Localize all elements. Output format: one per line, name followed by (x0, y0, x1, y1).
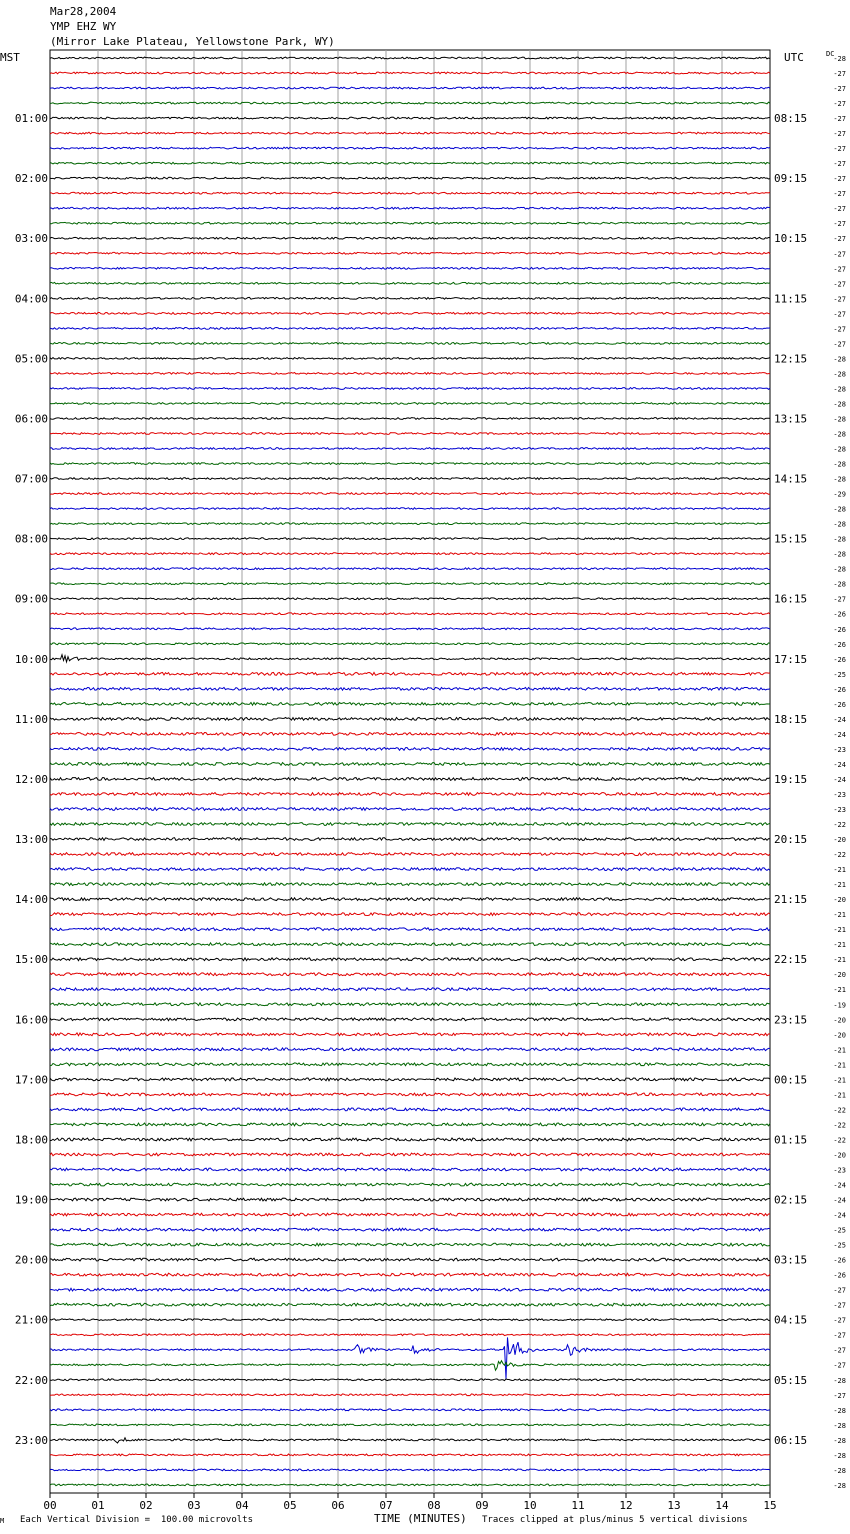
trace-row-87 (50, 1361, 770, 1371)
utc-hour-label: 02:15 (774, 1193, 808, 1207)
utc-hour-label: 05:15 (774, 1373, 808, 1387)
mst-hour-label: 01:00 (14, 112, 48, 126)
trace-row-31 (50, 523, 770, 525)
utc-hour-label: 15:15 (774, 532, 808, 546)
trace-row-56 (50, 898, 770, 901)
utc-hour-label: 06:15 (774, 1433, 808, 1447)
trace-row-57 (50, 913, 770, 916)
dc-offset-label: -21 (833, 1076, 846, 1085)
utc-hour-label: 03:15 (774, 1253, 808, 1267)
utc-hour-label: 16:15 (774, 592, 808, 606)
dc-offset-label: -28 (833, 475, 846, 484)
x-tick-label: 02 (139, 1499, 153, 1512)
mst-hour-label: 06:00 (14, 412, 48, 426)
dc-offset-label: -25 (833, 1226, 846, 1235)
utc-hour-label: 00:15 (774, 1073, 808, 1087)
dc-offset-label: -26 (833, 1256, 846, 1265)
trace-row-2 (50, 87, 770, 89)
trace-row-54 (50, 868, 770, 871)
trace-row-30 (50, 508, 770, 510)
trace-row-15 (50, 282, 770, 284)
trace-row-20 (50, 358, 770, 360)
trace-row-13 (50, 252, 770, 254)
trace-row-82 (50, 1288, 770, 1291)
trace-row-12 (50, 237, 770, 239)
dc-offset-label: -27 (833, 1361, 846, 1370)
dc-offset-label: -28 (833, 415, 846, 424)
mst-hour-label: 10:00 (14, 652, 48, 666)
dc-offset-label: -25 (833, 1241, 846, 1250)
utc-hour-label: 18:15 (774, 712, 808, 726)
dc-offset-label: -20 (833, 1151, 846, 1160)
date-label: Mar28,2004 (50, 5, 117, 18)
dc-offset-label: -26 (833, 1271, 846, 1280)
dc-offset-label: -24 (833, 1196, 846, 1205)
x-tick-label: 08 (427, 1499, 441, 1512)
dc-offset-label: -27 (833, 235, 846, 244)
x-tick-label: 04 (235, 1499, 249, 1512)
trace-row-41 (50, 672, 770, 675)
x-tick-label: 15 (763, 1499, 777, 1512)
trace-row-55 (50, 883, 770, 886)
dc-offset-label: -27 (833, 1391, 846, 1400)
dc-offset-label: -25 (833, 670, 846, 679)
trace-row-78 (50, 1228, 770, 1231)
x-tick-label: 05 (283, 1499, 297, 1512)
dc-offset-label: -27 (833, 100, 846, 109)
dc-offset-label: -21 (833, 926, 846, 935)
trace-row-33 (50, 553, 770, 555)
dc-offset-label: -21 (833, 1061, 846, 1070)
trace-row-81 (50, 1273, 770, 1276)
dc-offset-label: -28 (833, 1421, 846, 1430)
dc-offset-label: -26 (833, 655, 846, 664)
trace-row-11 (50, 222, 770, 224)
trace-row-94 (50, 1469, 770, 1471)
dc-offset-label: -23 (833, 790, 846, 799)
mst-axis-title: MST (0, 51, 20, 64)
dc-offset-label: -28 (833, 1376, 846, 1385)
dc-offset-label: -27 (833, 85, 846, 94)
dc-offset-label: -27 (833, 115, 846, 124)
utc-hour-label: 01:15 (774, 1133, 808, 1147)
x-tick-label: 11 (571, 1499, 585, 1512)
trace-row-83 (50, 1303, 770, 1306)
dc-offset-label: -27 (833, 340, 846, 349)
trace-row-48 (50, 778, 770, 781)
dc-offset-label: -24 (833, 715, 846, 724)
trace-row-28 (50, 478, 770, 480)
utc-hour-label: 11:15 (774, 292, 808, 306)
dc-offset-label: -21 (833, 911, 846, 920)
dc-offset-label: -28 (833, 1481, 846, 1490)
trace-row-32 (50, 538, 770, 540)
x-tick-label: 03 (187, 1499, 201, 1512)
dc-offset-label: -27 (833, 175, 846, 184)
trace-row-90 (50, 1409, 770, 1411)
trace-row-37 (50, 613, 770, 615)
trace-row-25 (50, 433, 770, 435)
trace-row-16 (50, 297, 770, 299)
x-tick-label: 01 (91, 1499, 105, 1512)
trace-row-92 (50, 1438, 770, 1443)
mst-hour-label: 17:00 (14, 1073, 48, 1087)
trace-row-22 (50, 388, 770, 390)
dc-offset-label: -20 (833, 896, 846, 905)
dc-offset-label: -28 (833, 505, 846, 514)
dc-offset-label: -28 (833, 445, 846, 454)
trace-row-27 (50, 463, 770, 465)
trace-row-3 (50, 102, 770, 104)
dc-offset-label: -27 (833, 280, 846, 289)
trace-row-85 (50, 1334, 770, 1336)
trace-row-42 (50, 687, 770, 690)
mst-hour-label: 14:00 (14, 893, 48, 907)
dc-offset-label: -28 (833, 565, 846, 574)
dc-offset-label: -28 (833, 520, 846, 529)
trace-row-35 (50, 583, 770, 585)
trace-row-18 (50, 327, 770, 329)
dc-offset-label: -28 (833, 400, 846, 409)
utc-hour-label: 23:15 (774, 1013, 808, 1027)
trace-row-51 (50, 823, 770, 826)
utc-hour-label: 04:15 (774, 1313, 808, 1327)
trace-row-86 (50, 1337, 770, 1379)
dc-offset-label: -24 (833, 730, 846, 739)
station-label: YMP EHZ WY (50, 20, 117, 33)
trace-row-47 (50, 763, 770, 766)
trace-row-26 (50, 448, 770, 450)
mst-hour-label: 20:00 (14, 1253, 48, 1267)
dc-offset-label: -20 (833, 1016, 846, 1025)
trace-row-7 (50, 162, 770, 164)
mst-hour-label: 02:00 (14, 172, 48, 186)
utc-hour-label: 17:15 (774, 652, 808, 666)
utc-hour-label: 10:15 (774, 232, 808, 246)
mst-hour-label: 13:00 (14, 833, 48, 847)
dc-offset-label: -27 (833, 310, 846, 319)
mst-hour-label: 03:00 (14, 232, 48, 246)
location-label: (Mirror Lake Plateau, Yellowstone Park, WY) (50, 35, 335, 48)
dc-offset-label: -26 (833, 640, 846, 649)
dc-offset-label: -27 (833, 220, 846, 229)
dc-offset-label: -22 (833, 1106, 846, 1115)
dc-offset-label: -21 (833, 866, 846, 875)
utc-hour-label: 19:15 (774, 772, 808, 786)
utc-hour-label: 08:15 (774, 112, 808, 126)
trace-row-88 (50, 1379, 770, 1381)
dc-offset-label: -28 (833, 550, 846, 559)
dc-offset-label: -27 (833, 295, 846, 304)
trace-row-45 (50, 733, 770, 736)
x-tick-label: 14 (715, 1499, 729, 1512)
trace-row-9 (50, 192, 770, 194)
trace-row-23 (50, 403, 770, 405)
x-tick-label: 12 (619, 1499, 633, 1512)
dc-offset-label: -21 (833, 1091, 846, 1100)
dc-offset-label: -27 (833, 145, 846, 154)
dc-offset-label: -23 (833, 806, 846, 814)
trace-row-52 (50, 838, 770, 841)
mst-hour-label: 19:00 (14, 1193, 48, 1207)
trace-row-53 (50, 853, 770, 856)
dc-offset-label: -28 (833, 1466, 846, 1475)
utc-hour-label: 13:15 (774, 412, 808, 426)
trace-row-29 (50, 493, 770, 495)
dc-offset-label: -24 (833, 760, 846, 769)
dc-offset-label: -20 (833, 971, 846, 980)
trace-row-66 (50, 1048, 770, 1051)
dc-offset-label: -21 (833, 956, 846, 965)
trace-row-63 (50, 1003, 770, 1006)
utc-axis-title: UTC (784, 51, 804, 64)
dc-offset-label: -24 (833, 1181, 846, 1190)
trace-row-91 (50, 1424, 770, 1426)
trace-row-93 (50, 1454, 770, 1456)
dc-offset-label: -28 (833, 1451, 846, 1460)
trace-row-70 (50, 1108, 770, 1111)
trace-row-71 (50, 1123, 770, 1126)
mst-hour-label: 11:00 (14, 712, 48, 726)
trace-row-1 (50, 72, 770, 74)
x-tick-label: 10 (523, 1499, 537, 1512)
dc-offset-label: -22 (833, 821, 846, 830)
trace-row-61 (50, 973, 770, 976)
dc-offset-label: -28 (833, 1436, 846, 1445)
utc-hour-label: 22:15 (774, 953, 808, 967)
trace-row-60 (50, 958, 770, 961)
trace-row-43 (50, 702, 770, 705)
trace-row-62 (50, 988, 770, 991)
mst-hour-label: 21:00 (14, 1313, 48, 1327)
trace-row-80 (50, 1258, 770, 1261)
trace-row-36 (50, 598, 770, 600)
utc-hour-label: 09:15 (774, 172, 808, 186)
dc-offset-label: -26 (833, 625, 846, 634)
dc-offset-label: -26 (833, 610, 846, 619)
dc-offset-label: -27 (833, 1316, 846, 1325)
dc-offset-label: -29 (833, 490, 846, 499)
trace-row-40 (50, 655, 770, 662)
mst-hour-label: 12:00 (14, 772, 48, 786)
mst-hour-label: 09:00 (14, 592, 48, 606)
dc-offset-label: -28 (833, 370, 846, 379)
dc-offset-label: -27 (833, 1346, 846, 1355)
mst-hour-label: 04:00 (14, 292, 48, 306)
dc-offset-label: -22 (833, 1121, 846, 1130)
mst-hour-label: 15:00 (14, 953, 48, 967)
trace-row-69 (50, 1093, 770, 1096)
dc-offset-label: -28 (833, 55, 846, 63)
dc-offset-label: -27 (833, 205, 846, 214)
dc-offset-label: -28 (833, 355, 846, 364)
dc-offset-label: -27 (833, 595, 846, 604)
scale-note: Each Vertical Division = 100.00 microvolts (20, 1515, 253, 1525)
dc-offset-label: -28 (833, 580, 846, 589)
mst-hour-label: 23:00 (14, 1433, 48, 1447)
dc-offset-label: -21 (833, 986, 846, 995)
trace-row-72 (50, 1138, 770, 1141)
trace-row-10 (50, 207, 770, 209)
trace-row-75 (50, 1183, 770, 1186)
x-tick-label: 00 (43, 1499, 57, 1512)
dc-offset-label: -27 (833, 190, 846, 199)
trace-row-49 (50, 793, 770, 796)
dc-offset-label: -28 (833, 385, 846, 394)
dc-offset-label: -26 (833, 685, 846, 694)
trace-row-21 (50, 373, 770, 375)
trace-row-73 (50, 1153, 770, 1156)
dc-offset-label: -24 (833, 1211, 846, 1220)
x-tick-label: 13 (667, 1499, 681, 1512)
dc-offset-label: -21 (833, 941, 846, 950)
trace-row-19 (50, 342, 770, 344)
trace-row-38 (50, 628, 770, 630)
trace-row-76 (50, 1198, 770, 1201)
trace-row-65 (50, 1033, 770, 1036)
trace-row-44 (50, 717, 770, 720)
dc-offset-label: -23 (833, 1166, 846, 1175)
plot-frame (50, 50, 770, 1493)
dc-offset-label: -20 (833, 836, 846, 845)
dc-offset-label: -22 (833, 851, 846, 860)
trace-row-46 (50, 748, 770, 751)
trace-row-6 (50, 147, 770, 149)
trace-row-84 (50, 1319, 770, 1321)
utc-hour-label: 12:15 (774, 352, 808, 366)
dc-offset-label: -27 (833, 265, 846, 274)
dc-offset-label: -28 (833, 430, 846, 439)
dc-offset-label: -27 (833, 70, 846, 79)
trace-row-59 (50, 943, 770, 946)
mst-hour-label: 05:00 (14, 352, 48, 366)
mst-hour-label: 07:00 (14, 472, 48, 486)
dc-offset-label: -27 (833, 325, 846, 334)
utc-hour-label: 21:15 (774, 893, 808, 907)
mst-hour-label: 08:00 (14, 532, 48, 546)
trace-row-64 (50, 1018, 770, 1021)
mst-hour-label: 22:00 (14, 1373, 48, 1387)
dc-offset-label: -28 (833, 1406, 846, 1415)
trace-row-50 (50, 808, 770, 811)
x-tick-label: 09 (475, 1499, 489, 1512)
dc-offset-label: -28 (833, 460, 846, 469)
trace-row-67 (50, 1063, 770, 1066)
clip-note: Traces clipped at plus/minus 5 vertical divisions (482, 1515, 748, 1525)
x-tick-label: 06 (331, 1499, 345, 1512)
dc-column-title: DC (826, 50, 835, 58)
trace-row-24 (50, 418, 770, 420)
trace-row-5 (50, 132, 770, 134)
dc-offset-label: -27 (833, 1331, 846, 1340)
dc-offset-label: -27 (833, 160, 846, 169)
dc-offset-label: -21 (833, 1046, 846, 1055)
trace-row-39 (50, 643, 770, 645)
utc-hour-label: 14:15 (774, 472, 808, 486)
trace-row-4 (50, 117, 770, 119)
dc-offset-label: -27 (833, 130, 846, 139)
dc-offset-label: -24 (833, 775, 846, 784)
dc-offset-label: -20 (833, 1031, 846, 1040)
trace-row-68 (50, 1078, 770, 1081)
trace-row-77 (50, 1213, 770, 1216)
trace-row-14 (50, 267, 770, 269)
dc-offset-label: -21 (833, 881, 846, 890)
dc-offset-label: -26 (833, 700, 846, 709)
x-tick-label: 07 (379, 1499, 393, 1512)
trace-row-74 (50, 1168, 770, 1171)
x-axis-title: TIME (MINUTES) (374, 1512, 467, 1525)
trace-row-95 (50, 1484, 770, 1486)
dc-offset-label: -27 (833, 1301, 846, 1310)
dc-offset-label: -27 (833, 250, 846, 259)
dc-offset-label: -23 (833, 745, 846, 754)
trace-row-17 (50, 312, 770, 314)
trace-row-8 (50, 177, 770, 179)
mst-hour-label: 16:00 (14, 1013, 48, 1027)
corner-mark: M (0, 1517, 5, 1525)
dc-offset-label: -28 (833, 535, 846, 544)
trace-row-0 (50, 57, 770, 59)
dc-offset-label: -19 (833, 1001, 846, 1010)
mst-hour-label: 18:00 (14, 1133, 48, 1147)
trace-row-58 (50, 928, 770, 931)
dc-offset-label: -22 (833, 1136, 846, 1145)
trace-row-89 (50, 1394, 770, 1396)
utc-hour-label: 20:15 (774, 833, 808, 847)
dc-offset-label: -27 (833, 1286, 846, 1295)
trace-row-34 (50, 568, 770, 570)
trace-row-79 (50, 1243, 770, 1246)
